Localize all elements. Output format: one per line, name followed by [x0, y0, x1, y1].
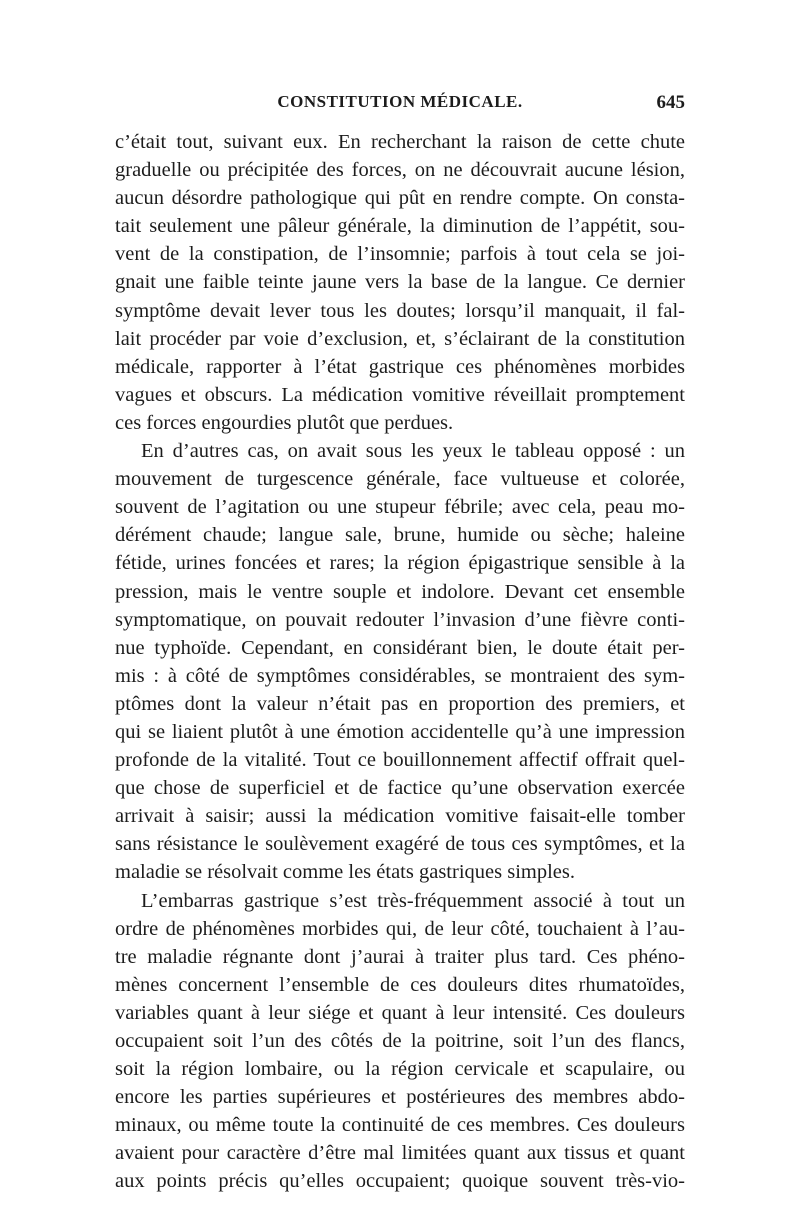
text-line: minaux, ou même toute la continuité de ces membres. Ces douleurs: [115, 1114, 685, 1137]
text-line: mènes concernent l’ensemble de ces douleurs dites rhumatoïdes,: [115, 973, 685, 996]
text-line: médicale, rapporter à l’état gastrique ces phénomènes morbides: [115, 355, 685, 378]
body-text: [115, 128, 685, 1196]
text-line: symptomatique, on pouvait redouter l’invasion d’une fièvre conti-: [115, 608, 685, 631]
text-line: variables quant à leur siége et quant à leur intensité. Ces douleurs: [115, 1001, 685, 1024]
text-line: que chose de superficiel et de factice qu’une observation exercée: [115, 777, 685, 800]
text-line: mis : à côté de symptômes considérables, se montraient des sym-: [115, 664, 685, 687]
text-line: profonde de la vitalité. Tout ce bouillonnement affectif offrait quel-: [115, 749, 685, 772]
text-line: tait seulement une pâleur générale, la diminution de l’appétit, sou-: [115, 215, 685, 238]
running-head: [115, 92, 685, 122]
text-line: graduelle ou précipitée des forces, on ne découvrait aucune lésion,: [115, 159, 685, 182]
text-line: sans résistance le soulèvement exagéré de tous ces symptômes, et la: [115, 833, 685, 856]
text-line: mouvement de turgescence générale, face vultueuse et colorée,: [115, 468, 685, 491]
text-line: dérément chaude; langue sale, brune, humide ou sèche; haleine: [115, 524, 685, 547]
text-line: ptômes dont la valeur n’était pas en proportion des premiers, et: [115, 692, 685, 715]
text-line: En d’autres cas, on avait sous les yeux le tableau opposé : un: [141, 440, 685, 463]
paragraph: [115, 128, 685, 437]
paragraph: [115, 887, 685, 1196]
text-line: c’était tout, suivant eux. En recherchant la raison de cette chute: [115, 131, 685, 153]
text-line: pression, mais le ventre souple et indolore. Devant cet ensemble: [115, 580, 685, 603]
text-line: tre maladie régnante dont j’aurai à traiter plus tard. Ces phéno-: [115, 945, 685, 968]
text-line: fétide, urines foncées et rares; la région épigastrique sensible à la: [115, 552, 685, 575]
text-line: arrivait à saisir; aussi la médication vomitive faisait-elle tomber: [115, 805, 685, 828]
page-number: 645: [656, 92, 685, 113]
text-line: occupaient soit l’un des côtés de la poitrine, soit l’un des flancs,: [115, 1030, 685, 1052]
text-line: ordre de phénomènes morbides qui, de leur côté, touchaient à l’au-: [115, 917, 685, 940]
text-line: nue typhoïde. Cependant, en considérant bien, le doute était per-: [115, 636, 685, 659]
text-line: souvent de l’agitation ou une stupeur fébrile; avec cela, peau mo-: [115, 496, 685, 519]
text-line: encore les parties supérieures et postérieures des membres abdo-: [115, 1086, 685, 1109]
text-line: soit la région lombaire, ou la région cervicale et scapulaire, ou: [115, 1058, 685, 1081]
text-line: qui se liaient plutôt à une émotion accidentelle qu’à une impression: [115, 720, 685, 743]
text-line: vagues et obscurs. La médication vomitive réveillait promptement: [115, 383, 685, 406]
text-line: ces forces engourdies plutôt que perdues.: [115, 411, 454, 434]
text-line: aux points précis qu’elles occupaient; quoique souvent très-vio-: [115, 1170, 685, 1193]
text-line: L’embarras gastrique s’est très-fréquemment associé à tout un: [141, 889, 685, 912]
text-line: lait procéder par voie d’exclusion, et, s’éclairant de la constitution: [115, 327, 685, 350]
paragraph: [115, 437, 685, 887]
text-line: maladie se résolvait comme les états gastriques simples.: [115, 861, 575, 884]
text-line: vent de la constipation, de l’insomnie; parfois à tout cela se joi-: [115, 243, 685, 266]
text-line: aucun désordre pathologique qui pût en rendre compte. On consta-: [115, 187, 685, 210]
running-title: CONSTITUTION MÉDICALE.: [277, 92, 523, 111]
text-line: avaient pour caractère d’être mal limitées quant aux tissus et quant: [115, 1142, 685, 1165]
text-line: gnait une faible teinte jaune vers la base de la langue. Ce dernier: [115, 271, 685, 294]
text-line: symptôme devait lever tous les doutes; lorsqu’il manquait, il fal-: [115, 299, 685, 322]
